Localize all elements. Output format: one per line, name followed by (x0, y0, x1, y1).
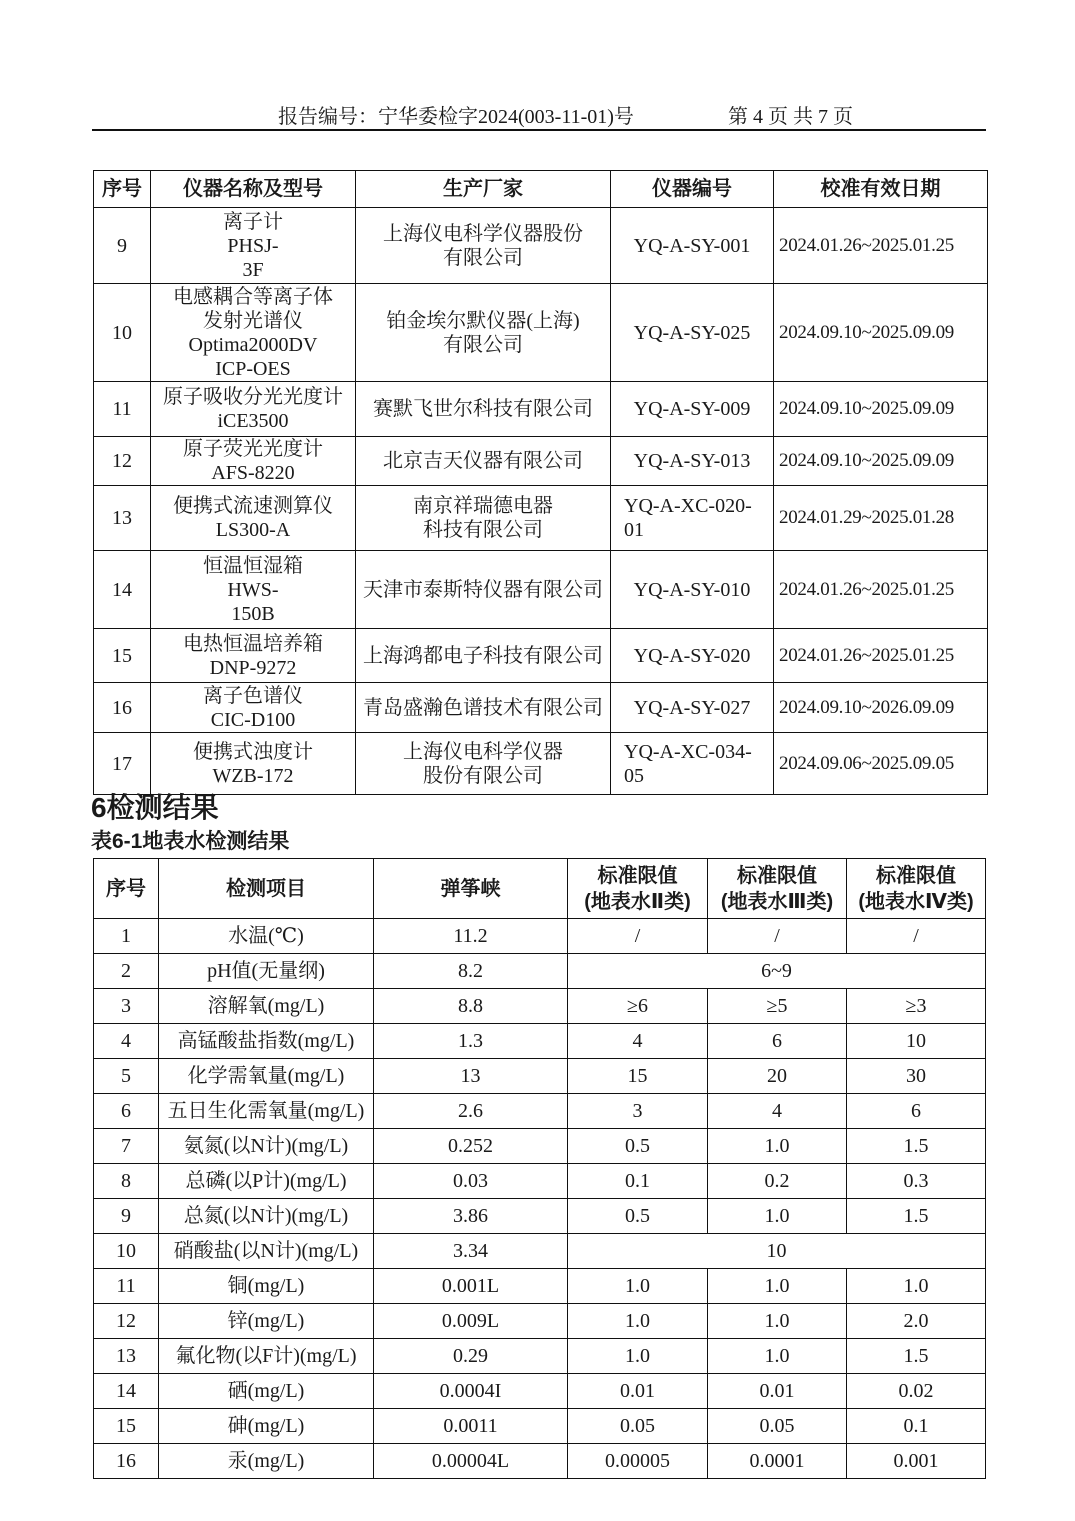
cell-limit-class3: 0.01 (708, 1374, 847, 1409)
cell-limit-class2: 1.0 (568, 1269, 708, 1304)
instrument-row (94, 683, 988, 733)
cell-index: 2 (94, 954, 159, 989)
cell-manufacturer: 上海仪电科学仪器 股份有限公司 (356, 733, 611, 795)
cell-calibration-date: 2024.01.29~2025.01.28 (774, 486, 988, 551)
cell-limit-class4: 1.0 (847, 1269, 986, 1304)
cell-limit-class3: 0.0001 (708, 1444, 847, 1479)
cell-limit-class2: 3 (568, 1094, 708, 1129)
cell-limit-class2: ≥6 (568, 989, 708, 1024)
cell-limit-class3: 4 (708, 1094, 847, 1129)
cell-limit-class4: 30 (847, 1059, 986, 1094)
cell-index: 6 (94, 1094, 159, 1129)
cell-serial-number: YQ-A-SY-020 (611, 629, 774, 683)
cell-serial-number: YQ-A-SY-025 (611, 284, 774, 382)
cell-limit-class4: 1.5 (847, 1129, 986, 1164)
cell-parameter: 溶解氧(mg/L) (159, 989, 374, 1024)
cell-parameter: 锌(mg/L) (159, 1304, 374, 1339)
cell-index: 9 (94, 1199, 159, 1234)
instrument-row (94, 629, 988, 683)
cell-measured-value: 0.0004I (374, 1374, 568, 1409)
cell-limit-class4: / (847, 919, 986, 954)
result-row (94, 1024, 986, 1059)
cell-limit-class2: 4 (568, 1024, 708, 1059)
result-row (94, 1164, 986, 1199)
cell-manufacturer: 赛默飞世尔科技有限公司 (356, 382, 611, 437)
cell-limit-class4: 0.1 (847, 1409, 986, 1444)
result-row (94, 1304, 986, 1339)
page-indicator: 第 4 页 共 7 页 (728, 106, 853, 128)
result-row (94, 919, 986, 954)
cell-limit-class4: ≥3 (847, 989, 986, 1024)
cell-measured-value: 2.6 (374, 1094, 568, 1129)
cell-measured-value: 1.3 (374, 1024, 568, 1059)
cell-measured-value: 0.001L (374, 1269, 568, 1304)
cell-index: 3 (94, 989, 159, 1024)
cell-index: 14 (94, 551, 151, 629)
cell-index: 7 (94, 1129, 159, 1164)
cell-serial-number: YQ-A-XC-020- 01 (611, 486, 774, 551)
cell-limit-class2: 15 (568, 1059, 708, 1094)
cell-index: 10 (94, 1234, 159, 1269)
header-rule (92, 129, 986, 131)
cell-measured-value: 0.29 (374, 1339, 568, 1374)
cell-limit-class4: 10 (847, 1024, 986, 1059)
cell-manufacturer: 天津市泰斯特仪器有限公司 (356, 551, 611, 629)
cell-manufacturer: 铂金埃尔默仪器(上海) 有限公司 (356, 284, 611, 382)
instrument-row (94, 437, 988, 486)
instrument-row (94, 284, 988, 382)
cell-limit-class3: 1.0 (708, 1199, 847, 1234)
cell-calibration-date: 2024.09.10~2025.09.09 (774, 284, 988, 382)
cell-limit-class2: 1.0 (568, 1304, 708, 1339)
cell-instrument-name: 离子计 PHSJ- 3F (151, 208, 356, 284)
cell-limit-class4: 0.001 (847, 1444, 986, 1479)
cell-index: 17 (94, 733, 151, 795)
result-row (94, 954, 986, 989)
cell-limit-class4: 0.3 (847, 1164, 986, 1199)
cell-calibration-date: 2024.09.10~2025.09.09 (774, 382, 988, 437)
cell-calibration-date: 2024.09.10~2026.09.09 (774, 683, 988, 733)
instrument-header-row (94, 171, 988, 208)
cell-measured-value: 13 (374, 1059, 568, 1094)
result-row (94, 1444, 986, 1479)
cell-index: 11 (94, 1269, 159, 1304)
cell-index: 9 (94, 208, 151, 284)
result-col-header: 序号 (94, 859, 159, 919)
cell-index: 11 (94, 382, 151, 437)
cell-instrument-name: 恒温恒湿箱 HWS- 150B (151, 551, 356, 629)
instrument-col-header: 序号 (94, 171, 151, 208)
instrument-col-header: 仪器编号 (611, 171, 774, 208)
result-col-header: 检测项目 (159, 859, 374, 919)
cell-serial-number: YQ-A-SY-010 (611, 551, 774, 629)
cell-limit-class2: 0.5 (568, 1199, 708, 1234)
cell-instrument-name: 原子荧光光度计 AFS-8220 (151, 437, 356, 486)
cell-limit-class3: 1.0 (708, 1129, 847, 1164)
instrument-row (94, 382, 988, 437)
cell-limit-class2: 0.05 (568, 1409, 708, 1444)
cell-index: 13 (94, 1339, 159, 1374)
instrument-col-header: 生产厂家 (356, 171, 611, 208)
cell-index: 14 (94, 1374, 159, 1409)
cell-limit-class3: 6 (708, 1024, 847, 1059)
cell-parameter: 铜(mg/L) (159, 1269, 374, 1304)
report-number: 报告编号：宁华委检字2024(003-11-01)号 (278, 106, 634, 128)
cell-index: 15 (94, 1409, 159, 1444)
cell-manufacturer: 青岛盛瀚色谱技术有限公司 (356, 683, 611, 733)
result-table-caption: 表6-1地表水检测结果 (91, 830, 290, 853)
cell-parameter: 总氮(以N计)(mg/L) (159, 1199, 374, 1234)
cell-parameter: 硝酸盐(以N计)(mg/L) (159, 1234, 374, 1269)
cell-measured-value: 0.252 (374, 1129, 568, 1164)
cell-parameter: 氨氮(以N计)(mg/L) (159, 1129, 374, 1164)
cell-manufacturer: 上海仪电科学仪器股份 有限公司 (356, 208, 611, 284)
result-row (94, 989, 986, 1024)
cell-calibration-date: 2024.09.06~2025.09.05 (774, 733, 988, 795)
cell-index: 16 (94, 1444, 159, 1479)
cell-limit-class3: 1.0 (708, 1304, 847, 1339)
cell-measured-value: 8.8 (374, 989, 568, 1024)
cell-parameter: 氟化物(以F计)(mg/L) (159, 1339, 374, 1374)
result-row (94, 1129, 986, 1164)
cell-calibration-date: 2024.01.26~2025.01.25 (774, 629, 988, 683)
cell-parameter: 总磷(以P计)(mg/L) (159, 1164, 374, 1199)
cell-serial-number: YQ-A-SY-009 (611, 382, 774, 437)
result-table (93, 858, 986, 1479)
cell-index: 15 (94, 629, 151, 683)
instrument-col-header: 仪器名称及型号 (151, 171, 356, 208)
cell-parameter: 硒(mg/L) (159, 1374, 374, 1409)
result-row (94, 1234, 986, 1269)
cell-limit-class2: 1.0 (568, 1339, 708, 1374)
result-col-header: 标准限值 (地表水Ⅲ类) (708, 859, 847, 919)
cell-limit-class4: 0.02 (847, 1374, 986, 1409)
cell-manufacturer: 上海鸿都电子科技有限公司 (356, 629, 611, 683)
cell-measured-value: 0.0011 (374, 1409, 568, 1444)
cell-limit-class2: 0.01 (568, 1374, 708, 1409)
cell-manufacturer: 南京祥瑞德电器 科技有限公司 (356, 486, 611, 551)
instrument-row (94, 208, 988, 284)
cell-serial-number: YQ-A-SY-001 (611, 208, 774, 284)
cell-measured-value: 3.34 (374, 1234, 568, 1269)
cell-limit-class2: / (568, 919, 708, 954)
cell-index: 12 (94, 1304, 159, 1339)
cell-parameter: 汞(mg/L) (159, 1444, 374, 1479)
cell-index: 10 (94, 284, 151, 382)
cell-calibration-date: 2024.01.26~2025.01.25 (774, 551, 988, 629)
cell-manufacturer: 北京吉天仪器有限公司 (356, 437, 611, 486)
cell-limit-class4: 6 (847, 1094, 986, 1129)
cell-instrument-name: 电感耦合等离子体 发射光谱仪 Optima2000DV ICP-OES (151, 284, 356, 382)
result-row (94, 1409, 986, 1444)
cell-index: 4 (94, 1024, 159, 1059)
cell-index: 13 (94, 486, 151, 551)
cell-limit-class4: 1.5 (847, 1339, 986, 1374)
result-row (94, 1374, 986, 1409)
cell-parameter: pH值(无量纲) (159, 954, 374, 989)
instrument-col-header: 校准有效日期 (774, 171, 988, 208)
cell-limit-class2: 0.1 (568, 1164, 708, 1199)
cell-measured-value: 0.00004L (374, 1444, 568, 1479)
instrument-row (94, 551, 988, 629)
cell-limit-class3: 1.0 (708, 1269, 847, 1304)
cell-limit-class2: 0.5 (568, 1129, 708, 1164)
cell-limit-class4: 1.5 (847, 1199, 986, 1234)
cell-parameter: 砷(mg/L) (159, 1409, 374, 1444)
cell-index: 8 (94, 1164, 159, 1199)
cell-index: 12 (94, 437, 151, 486)
instrument-table (93, 170, 988, 795)
cell-parameter: 化学需氧量(mg/L) (159, 1059, 374, 1094)
cell-instrument-name: 原子吸收分光光度计 iCE3500 (151, 382, 356, 437)
cell-index: 1 (94, 919, 159, 954)
result-col-header: 标准限值 (地表水Ⅱ类) (568, 859, 708, 919)
cell-limit-class3: 0.05 (708, 1409, 847, 1444)
cell-measured-value: 11.2 (374, 919, 568, 954)
cell-serial-number: YQ-A-SY-027 (611, 683, 774, 733)
section-title: 6检测结果 (91, 792, 219, 823)
cell-index: 16 (94, 683, 151, 733)
result-header-row (94, 859, 986, 919)
cell-limit-merged: 10 (568, 1234, 986, 1269)
cell-instrument-name: 离子色谱仪 CIC-D100 (151, 683, 356, 733)
cell-limit-class4: 2.0 (847, 1304, 986, 1339)
cell-parameter: 高锰酸盐指数(mg/L) (159, 1024, 374, 1059)
result-row (94, 1199, 986, 1234)
instrument-row (94, 733, 988, 795)
cell-instrument-name: 电热恒温培养箱 DNP-9272 (151, 629, 356, 683)
cell-instrument-name: 便携式流速测算仪 LS300-A (151, 486, 356, 551)
cell-limit-class3: 20 (708, 1059, 847, 1094)
result-col-header: 标准限值 (地表水Ⅳ类) (847, 859, 986, 919)
cell-limit-merged: 6~9 (568, 954, 986, 989)
result-row (94, 1339, 986, 1374)
cell-limit-class3: / (708, 919, 847, 954)
result-row (94, 1059, 986, 1094)
cell-serial-number: YQ-A-SY-013 (611, 437, 774, 486)
cell-calibration-date: 2024.01.26~2025.01.25 (774, 208, 988, 284)
cell-limit-class3: ≥5 (708, 989, 847, 1024)
cell-serial-number: YQ-A-XC-034- 05 (611, 733, 774, 795)
cell-parameter: 水温(℃) (159, 919, 374, 954)
instrument-row (94, 486, 988, 551)
cell-index: 5 (94, 1059, 159, 1094)
cell-parameter: 五日生化需氧量(mg/L) (159, 1094, 374, 1129)
cell-measured-value: 0.03 (374, 1164, 568, 1199)
cell-instrument-name: 便携式浊度计 WZB-172 (151, 733, 356, 795)
result-col-header: 弹筝峡 (374, 859, 568, 919)
cell-limit-class3: 1.0 (708, 1339, 847, 1374)
cell-measured-value: 8.2 (374, 954, 568, 989)
cell-limit-class3: 0.2 (708, 1164, 847, 1199)
result-row (94, 1269, 986, 1304)
cell-calibration-date: 2024.09.10~2025.09.09 (774, 437, 988, 486)
cell-measured-value: 3.86 (374, 1199, 568, 1234)
cell-measured-value: 0.009L (374, 1304, 568, 1339)
cell-limit-class2: 0.00005 (568, 1444, 708, 1479)
result-row (94, 1094, 986, 1129)
